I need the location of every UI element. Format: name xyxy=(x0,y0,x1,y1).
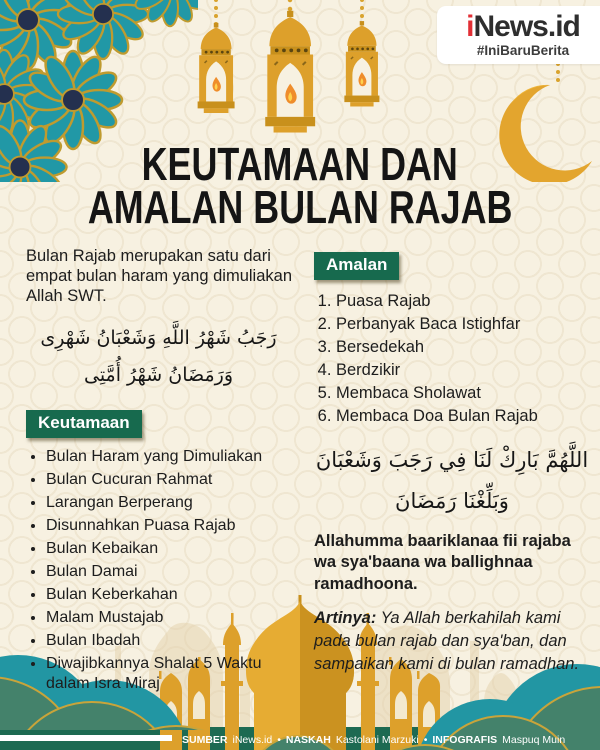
inews-logo-i: i xyxy=(466,10,474,43)
title-line-2: AMALAN BULAN RAJAB xyxy=(87,181,513,233)
list-item: 4. Berdzikir xyxy=(336,360,590,381)
credit-label: NASKAH xyxy=(285,734,331,746)
list-item: • Diwajibkannya Shalat 5 Waktu dalam Isra Miraj xyxy=(46,654,298,693)
arabic-hadith-line-1: رَجَبُ شَهْرُ اللَّهِ وَشَعْبَانُ شَهْرِى xyxy=(40,327,277,349)
credit-label: SUMBER xyxy=(182,734,228,746)
list-item: • Bulan Kebaikan xyxy=(46,539,298,559)
artinya-label: Artinya: xyxy=(314,609,377,627)
page-title xyxy=(0,138,600,233)
inews-logo-text xyxy=(466,12,580,42)
artinya-text: Ya Allah berkahilah kami pada bulan rajab dan sya'ban, dan sampaikan kami di bulan ramadhan. xyxy=(314,609,580,673)
list-item: • Bulan Damai xyxy=(46,562,298,582)
arabic-doa-line-2: وَبَلِّغْنَا رَمَضَانَ xyxy=(395,488,509,513)
list-item: 3. Bersedekah xyxy=(336,337,590,358)
credit-value: Maspuq Muin xyxy=(502,734,566,746)
left-column xyxy=(26,246,298,697)
arabic-hadith xyxy=(26,320,291,394)
list-item: 1. Puasa Rajab xyxy=(336,291,590,312)
footer-credits xyxy=(182,734,565,746)
lantern-icon xyxy=(183,0,397,152)
credit-separator: • xyxy=(423,734,428,746)
right-column xyxy=(314,252,590,676)
amalan-heading-badge: Amalan xyxy=(314,252,399,280)
list-item: • Bulan Haram yang Dimuliakan xyxy=(46,447,298,467)
list-item: • Malam Mustajab xyxy=(46,608,298,628)
keutamaan-heading-badge: Keutamaan xyxy=(26,410,142,438)
list-item: • Bulan Cucuran Rahmat xyxy=(46,470,298,490)
credit-value: Kastolani Marzuki xyxy=(335,734,419,746)
brand-tagline: #IniBaruBerita xyxy=(476,43,570,58)
amalan-list xyxy=(314,291,590,427)
inews-logo xyxy=(437,6,600,64)
list-item: 6. Membaca Doa Bulan Rajab xyxy=(336,406,590,427)
title-line-1: KEUTAMAAN DAN xyxy=(141,138,459,190)
credit-label: INFOGRAFIS xyxy=(432,734,498,746)
list-item: • Disunnahkan Puasa Rajab xyxy=(46,516,298,536)
list-item: • Larangan Berperang xyxy=(46,493,298,513)
arabic-doa-line-1: اللَّهُمَّ بَارِكْ لَنَا فِي رَجَبَ وَشَعْبَانَ xyxy=(315,447,589,472)
list-item: 2. Perbanyak Baca Istighfar xyxy=(336,314,590,335)
credit-separator: • xyxy=(277,734,281,746)
intro-text: Bulan Rajab merupakan satu dari empat bulan haram yang dimuliakan Allah SWT. xyxy=(26,247,292,305)
list-item: • Bulan Keberkahan xyxy=(46,585,298,605)
doa-meaning xyxy=(314,607,590,676)
list-item: • Bulan Ibadah xyxy=(46,631,298,651)
inews-logo-rest: News.id xyxy=(473,10,580,43)
credit-value: iNews.id xyxy=(232,734,273,746)
list-item: 5. Membaca Sholawat xyxy=(336,383,590,404)
arabic-hadith-line-2: وَرَمَضَانُ شَهْرُ أُمَّتِى xyxy=(83,364,233,386)
doa-transliteration: Allahumma baariklanaa fii rajaba wa sya'baana wa ballighnaa ramadhoona. xyxy=(314,531,571,593)
keutamaan-list xyxy=(26,447,298,693)
footer-divider-bar xyxy=(0,735,172,741)
arabic-doa xyxy=(314,440,590,522)
